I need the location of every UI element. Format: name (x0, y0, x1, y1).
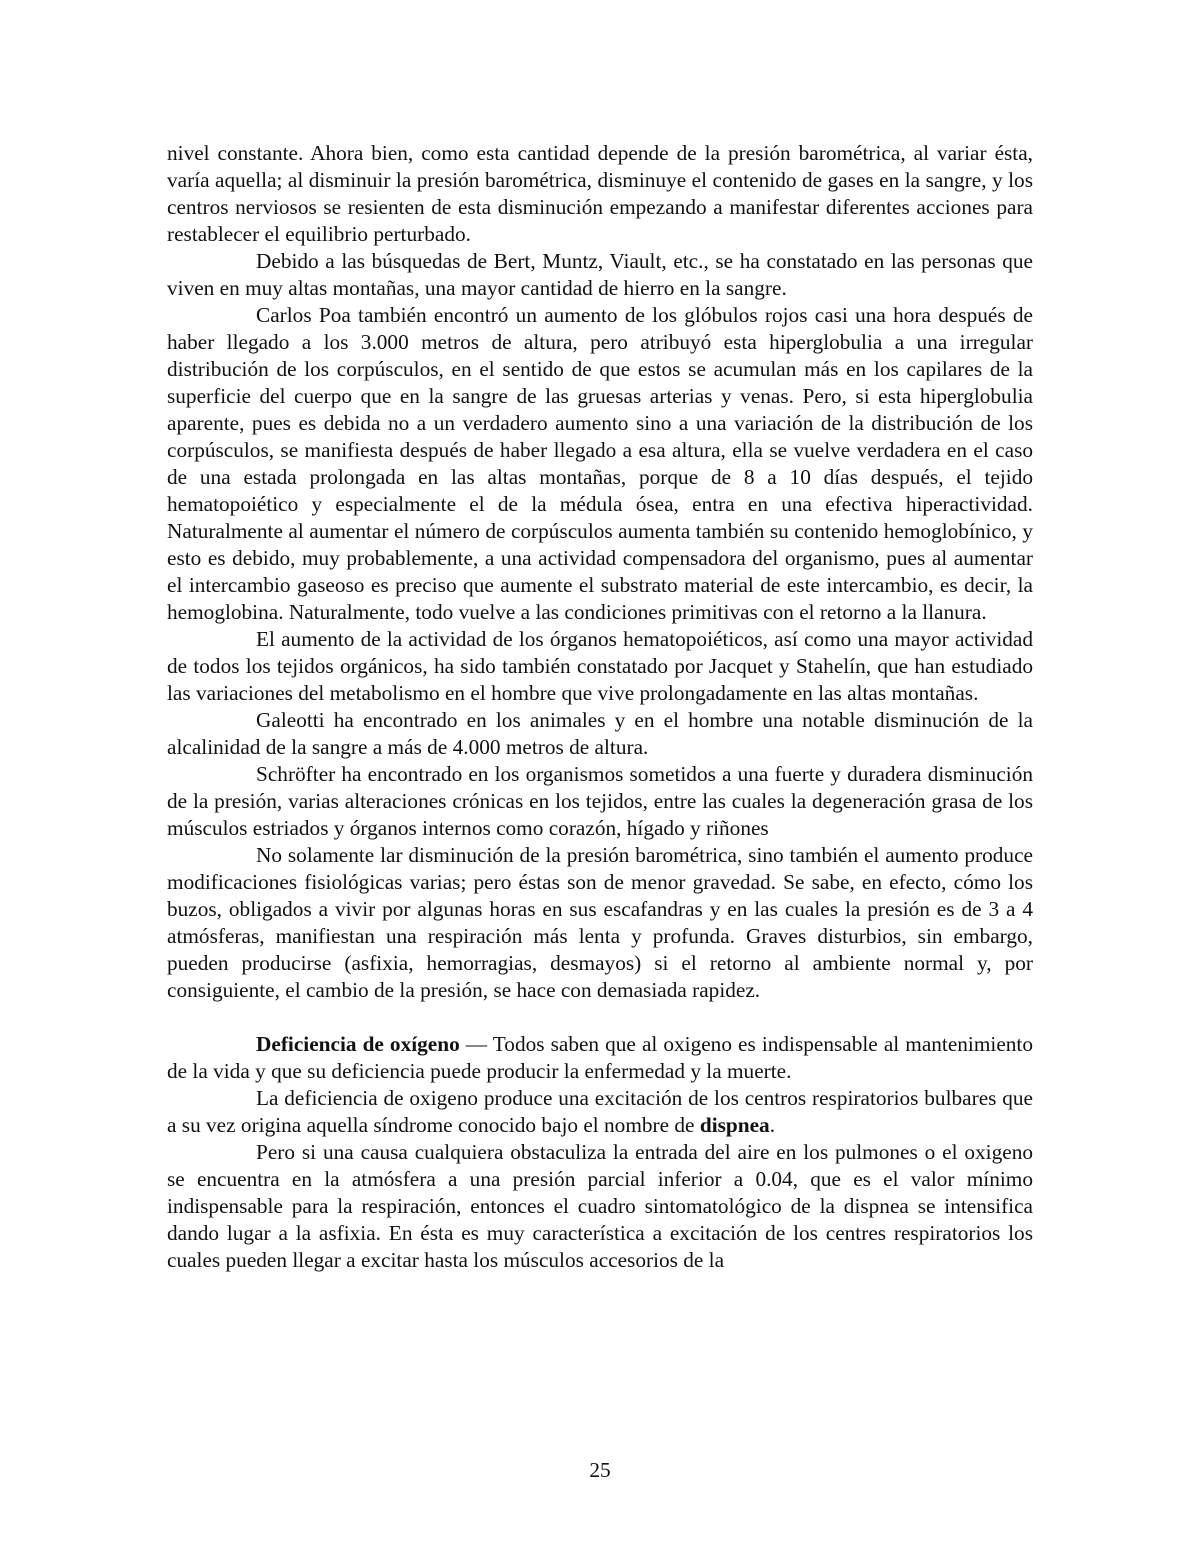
dyspnea-text-end: . (769, 1113, 776, 1137)
paragraph-bert-muntz: Debido a las búsquedas de Bert, Muntz, Viault, etc., se ha constatado en las personas que viven en muy altas montañas, una mayor cantidad de hierro en la sangre. (167, 249, 1033, 300)
oxygen-deficiency-text: — Todos saben que al oxigeno es indispensable al mantenimiento de la vida y que su deficiencia puede producir la enfermedad y la muerte. (167, 1032, 1033, 1083)
paragraph-oxygen-deficiency (167, 1031, 1033, 1085)
paragraph-hematopoietic: El aumento de la actividad de los órganos hematopoiéticos, así como una mayor actividad de todos los tejidos orgánicos, ha sido también constatado por Jacquet y Stahelín, que han estudiado las variaciones del metabolismo en el hombre que vive prolongadamente en las altas montañas. (167, 627, 1033, 705)
section-heading-oxygen: Deficiencia de oxígeno (256, 1032, 460, 1056)
dyspnea-text: La deficiencia de oxigeno produce una excitación de los centros respiratorios bulbares que a su vez origina aquella síndrome conocido bajo el nombre de (167, 1086, 1033, 1137)
paragraph-pressure-increase: No solamente lar disminución de la presión barométrica, sino también el aumento produce modificaciones fisiológicas varias; pero éstas son de menor gravedad. Se sabe, en efecto, cómo los buzos, obligados a vivir por algunas horas en sus escafandras y en las cuales la presión es de 3 a 4 atmósferas, manifiestan una respiración más lenta y profunda. Graves disturbios, sin embargo, pueden producirse (asfixia, hemorragias, desmayos) si el retorno al ambiente normal y, por consiguiente, el cambio de la presión, se hace con demasiada rapidez. (167, 843, 1033, 1002)
paragraph-asphyxia: Pero si una causa cualquiera obstaculiza la entrada del aire en los pulmones o el oxigeno se encuentra en la atmósfera a una presión parcial inferior a 0.04, que es el valor mínimo indispensable para la respiración, entonces el cuadro sintomatológico de la dispnea se intensifica dando lugar a la asfixia. En ésta es muy característica a excitación de los centres respiratorios los cuales pueden llegar a excitar hasta los músculos accesorios de la (167, 1140, 1033, 1272)
page-body (167, 140, 1033, 1274)
dyspnea-term: dispnea (699, 1113, 770, 1137)
section-spacer (167, 1004, 1033, 1031)
page-number: 25 (589, 1458, 611, 1482)
paragraph-schrofter: Schröfter ha encontrado en los organismos sometidos a una fuerte y duradera disminución de la presión, varias alteraciones crónicas en los tejidos, entre las cuales la degeneración grasa de los músculos estriados y órganos internos como corazón, hígado y riñones (167, 762, 1033, 840)
paragraph-carlos-poa: Carlos Poa también encontró un aumento de los glóbulos rojos casi una hora después de haber llegado a los 3.000 metros de altura, pero atribuyó esta hiperglobulia a una irregular distribución de los corpúsculos, en el sentido de que estos se acumulan más en los capilares de la superficie del cuerpo que en la sangre de las gruesas arterias y venas. Pero, si esta hiperglobulia aparente, pues es debida no a un verdadero aumento sino a una variación de la distribución de los corpúsculos, se manifiesta después de haber llegado a esa altura, ella se vuelve verdadera en el caso de una estada prolongada en las altas montañas, porque de 8 a 10 días después, el tejido hematopoiético y especialmente el de la médula ósea, entra en una efectiva hiperactividad. Naturalmente al aumentar el número de corpúsculos aumenta también su contenido hemoglobínico, y esto es debido, muy probablemente, a una actividad compensadora del organismo, pues al aumentar el intercambio gaseoso es preciso que aumente el substrato material de este intercambio, es decir, la hemoglobina. Naturalmente, todo vuelve a las condiciones primitivas con el retorno a la llanura. (167, 303, 1033, 624)
paragraph-continuation: nivel constante. Ahora bien, como esta cantidad depende de la presión barométrica, al variar ésta, varía aquella; al disminuir la presión barométrica, disminuye el contenido de gases en la sangre, y los centros nerviosos se resienten de esta disminución empezando a manifestar diferentes acciones para restablecer el equilibrio perturbado. (167, 141, 1033, 246)
paragraph-dyspnea (167, 1085, 1033, 1139)
paragraph-galeotti: Galeotti ha encontrado en los animales y en el hombre una notable disminución de la alcalinidad de la sangre a más de 4.000 metros de altura. (167, 708, 1033, 759)
